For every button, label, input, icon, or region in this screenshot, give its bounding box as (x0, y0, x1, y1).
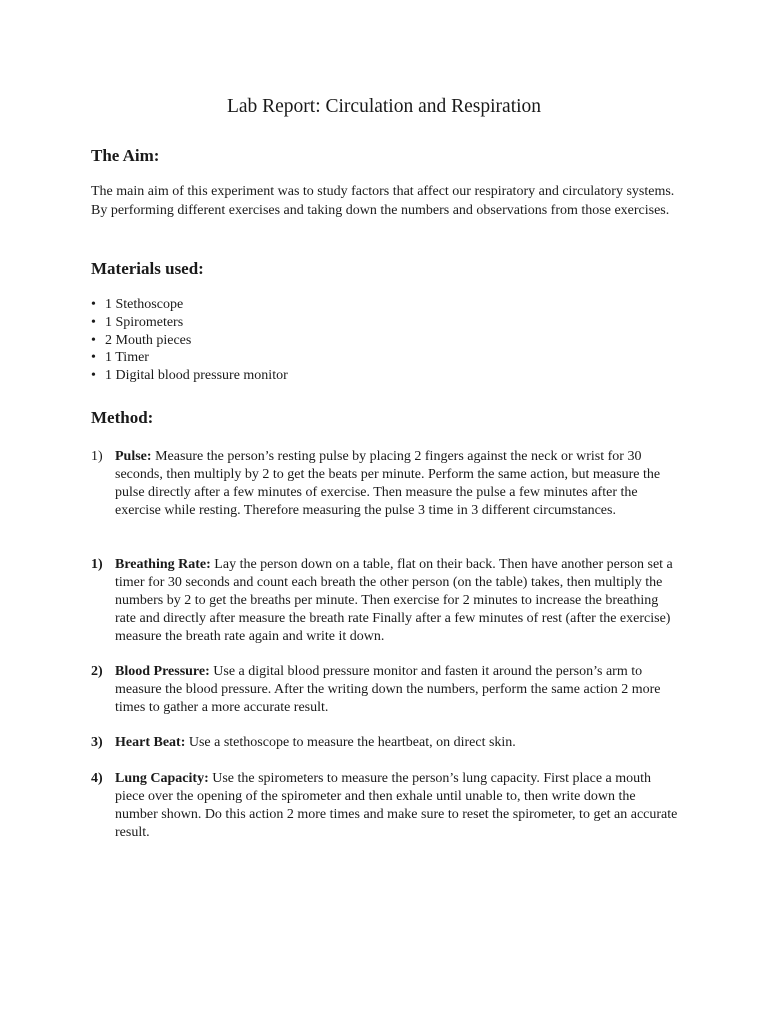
step-number: 4) (91, 771, 103, 786)
bullet-icon: • (91, 297, 96, 312)
method-step-pulse (91, 448, 681, 520)
list-item (91, 332, 288, 350)
step-number: 3) (91, 735, 103, 750)
material-item-label: 1 Spirometers (105, 314, 184, 330)
material-item-label: 1 Digital blood pressure monitor (105, 368, 288, 384)
document-title: Lab Report: Circulation and Respiration (226, 96, 542, 117)
method-step-blood-pressure (91, 663, 681, 717)
aim-heading: The Aim: (91, 146, 160, 165)
material-item-label: 1 Timer (105, 350, 149, 366)
step-text: Use a stethoscope to measure the heartbeat, on direct skin. (185, 735, 516, 750)
method-step-heart-beat (91, 734, 681, 752)
list-item (91, 349, 288, 367)
step-text: Measure the person’s resting pulse by placing 2 fingers against the neck or wrist for 30 seconds, then multiply by 2 to get the beats per minute. Perform the same action, but measure the pulse directly after a few minutes of exercise. Then measure the pulse a few minutes after the exercise while resting. Therefore measuring the pulse 3 time in 3 different circumstances. (115, 449, 661, 518)
bullet-icon: • (91, 314, 96, 330)
method-step-lung-capacity (91, 770, 681, 842)
step-text: Use a digital blood pressure monitor and fasten it around the person’s arm to measure the blood pressure. After the writing down the numbers, perform the same action 2 more times to gather a more accurate result. (115, 664, 661, 715)
step-label: Blood Pressure: (115, 664, 210, 679)
list-item (91, 314, 288, 332)
materials-list (91, 296, 288, 385)
material-item-label: 2 Mouth pieces (105, 332, 192, 348)
method-step-breathing-rate (91, 556, 681, 646)
step-text: Use the spirometers to measure the person’s lung capacity. First place a mouth piece over the opening of the spirometer and then exhale until unable to, then write down the number shown. Do this action 2 more times and make sure to reset the spirometer, to get an accurate result. (115, 771, 678, 840)
step-number: 2) (91, 664, 103, 679)
step-label: Heart Beat: (115, 735, 186, 750)
aim-paragraph: The main aim of this experiment was to study factors that affect our respiratory and circulatory systems. By performing different exercises and taking down the numbers and observations from those exercises. (91, 184, 675, 218)
list-item (91, 296, 288, 314)
list-item (91, 367, 288, 385)
bullet-icon: • (91, 368, 96, 384)
bullet-icon: • (91, 350, 96, 366)
step-label: Pulse: (115, 449, 152, 464)
bullet-icon: • (91, 332, 96, 348)
step-number: 1) (91, 557, 103, 572)
method-heading: Method: (91, 408, 154, 427)
step-number: 1) (91, 449, 103, 464)
step-text: Lay the person down on a table, flat on their back. Then have another person set a timer for 30 seconds and count each breath the other person (on the table) takes, then multiply the numbers by 2 to get the breaths per minute. Then exercise for 2 minutes to increase the breathing rate and directly after measure the breath rate Finally after a few minutes of rest (after the exercise) measure the breath rate again and write it down. (115, 557, 673, 644)
step-label: Lung Capacity: (115, 771, 209, 786)
materials-heading: Materials used: (91, 259, 204, 278)
material-item-label: 1 Stethoscope (105, 297, 184, 312)
step-label: Breathing Rate: (115, 557, 211, 572)
